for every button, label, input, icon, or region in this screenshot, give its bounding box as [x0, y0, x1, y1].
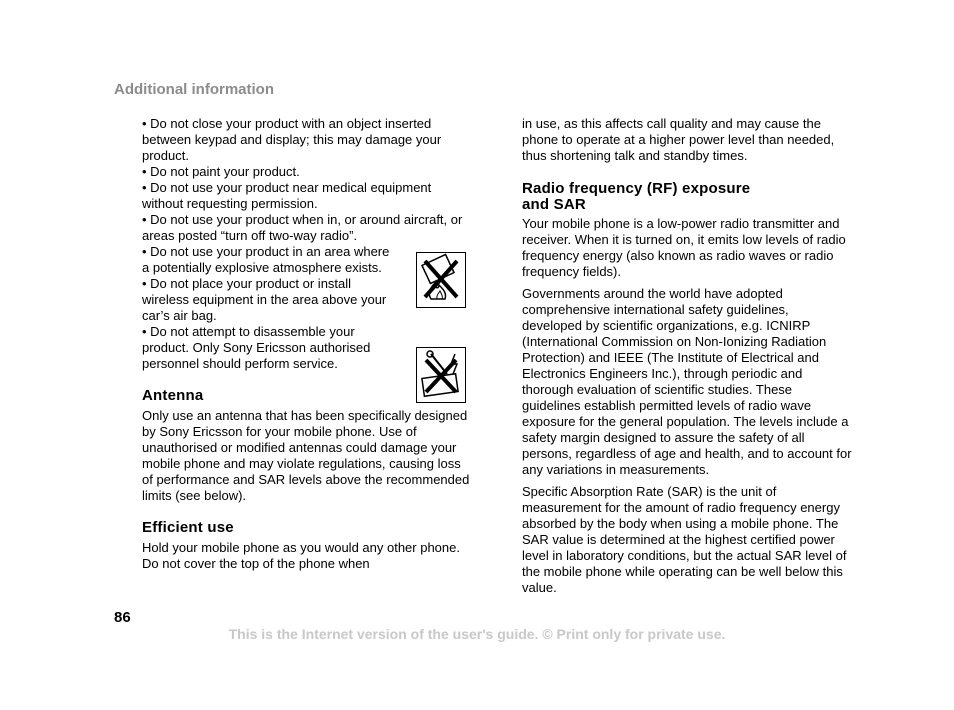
no-explosive-atmosphere-icon: [416, 252, 466, 308]
bullet-item: • Do not attempt to disassemble your product. Only Sony Ericsson authorised personnel should perform service.: [142, 324, 371, 371]
continuation-text: in use, as this affects call quality and may cause the phone to operate at a higher power level than needed, thus shortening talk and standby times.: [522, 116, 835, 163]
bullet-item: • Do not use your product in an area where a potentially explosive atmosphere exists.: [142, 244, 390, 275]
right-column: [522, 116, 852, 596]
rf-paragraph-3: Specific Absorption Rate (SAR) is the unit of measurement for the amount of radio frequency energy absorbed by the body when using a mobile phone. The SAR value is determined at the highest certified power level in laboratory conditions, but the actual SAR level of the mobile phone while operating can be well below this value.: [522, 484, 847, 595]
bullet-item: • Do not paint your product.: [142, 164, 300, 179]
footer-notice: [0, 626, 954, 642]
left-column: [142, 116, 472, 572]
no-disassemble-icon: [416, 347, 466, 403]
section-title: Additional information: [114, 81, 274, 98]
rf-paragraph-2: Governments around the world have adopted comprehensive international safety guidelines, developed by scientific organizations, e.g. ICNIRP (International Commission on Non-Ionizing Radiation Protection) and IEEE (The Institute of Electrical and Electronics Engineers Inc.), through periodic and thorough evaluation of scientific studies. These guidelines establish permitted levels of radio wave exposure for the general population. The levels include a safety margin designed to assure the safety of all persons, regardless of age and health, and to account for any variations in measurements.: [522, 286, 852, 477]
efficient-use-text: Hold your mobile phone as you would any other phone. Do not cover the top of the phone when: [142, 540, 460, 571]
bullet-item: • Do not use your product near medical equipment without requesting permission.: [142, 180, 432, 211]
bullet-item: • Do not use your product when in, or around aircraft, or areas posted “turn off two-way radio”.: [142, 212, 463, 243]
page-number: 86: [114, 609, 131, 626]
rf-heading-line2: and SAR: [522, 196, 586, 213]
antenna-heading: Antenna: [142, 387, 204, 404]
rf-heading-line1: Radio frequency (RF) exposure: [522, 180, 751, 197]
efficient-use-heading: Efficient use: [142, 519, 234, 536]
antenna-text: Only use an antenna that has been specifically designed by Sony Ericsson for your mobile phone. Use of unauthorised or modified antennas could damage your mobile phone and may violate regulations, causing loss of performance and SAR levels above the recommended limits (see below).: [142, 408, 470, 503]
bullet-item: • Do not close your product with an object inserted between keypad and display; this may damage your product.: [142, 116, 442, 163]
footer-notice-text: This is the Internet version of the user's guide. © Print only for private use.: [228, 626, 726, 642]
rf-paragraph-1: Your mobile phone is a low-power radio transmitter and receiver. When it is turned on, it emits low levels of radio frequency energy (also known as radio waves or radio frequency fields).: [522, 216, 846, 279]
bullet-item: • Do not place your product or install wireless equipment in the area above your car’s air bag.: [142, 276, 387, 323]
rf-heading: [522, 181, 852, 213]
